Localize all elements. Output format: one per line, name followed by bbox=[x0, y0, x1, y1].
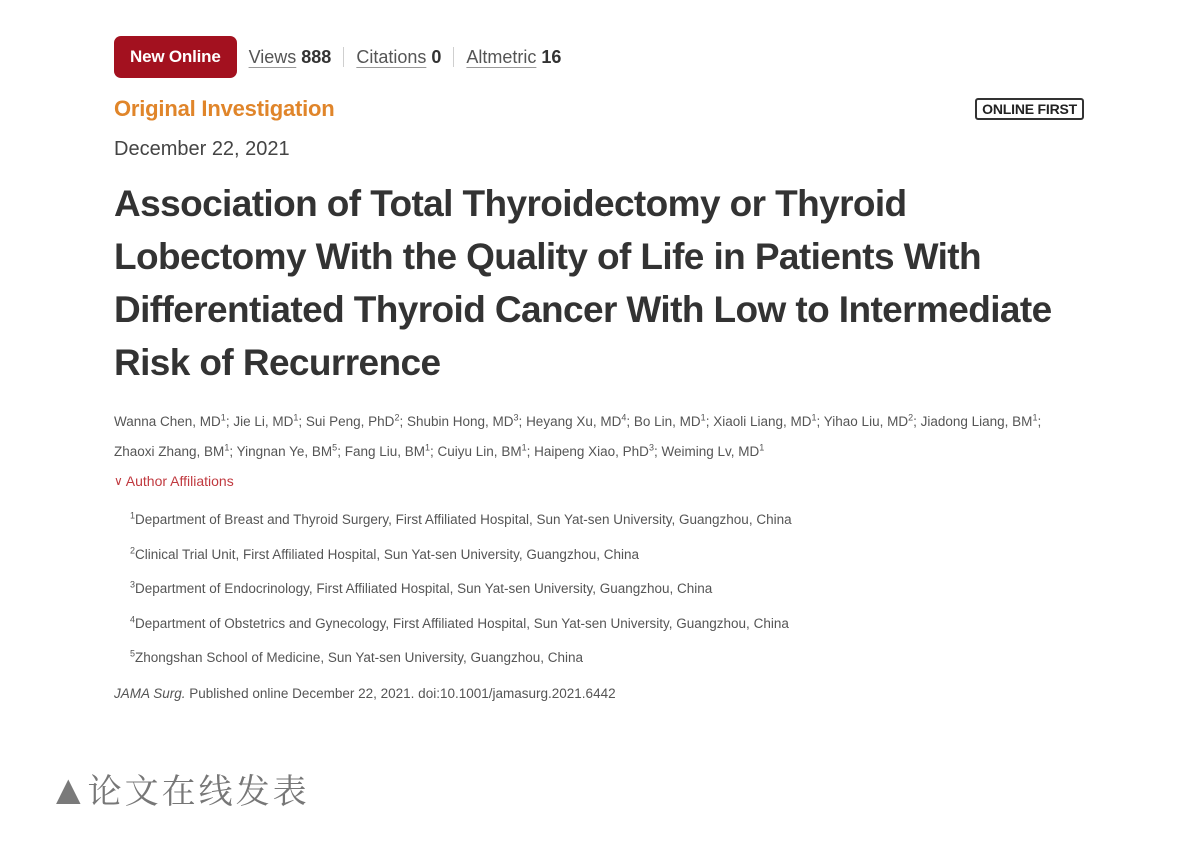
author-name-text[interactable]: Wanna Chen, MD bbox=[114, 414, 221, 429]
author-name[interactable] bbox=[114, 414, 226, 429]
author-name[interactable] bbox=[713, 414, 816, 429]
author-name[interactable] bbox=[306, 414, 400, 429]
author-name-text[interactable]: Heyang Xu, MD bbox=[526, 414, 622, 429]
author-affiliation-number: 1 bbox=[425, 442, 431, 453]
article-title: Association of Total Thyroidectomy or Thyroid Lobectomy With the Quality of Life in Patients With Differentiated Thyroid Cancer With Low to Intermediate Risk of Recurrence bbox=[114, 183, 1052, 383]
caption bbox=[56, 764, 310, 813]
author-name-text[interactable]: Bo Lin, MD bbox=[633, 414, 701, 429]
author-name[interactable] bbox=[114, 444, 229, 459]
author-name-text[interactable]: Weiming Lv, MD bbox=[661, 444, 760, 459]
author-name-text[interactable]: Fang Liu, BM bbox=[344, 444, 425, 459]
author-affiliation-number: 2 bbox=[394, 412, 400, 423]
author-name[interactable] bbox=[526, 414, 626, 429]
author-name-text[interactable]: Yingnan Ye, BM bbox=[236, 444, 333, 459]
author-affiliations-toggle[interactable] bbox=[114, 473, 1084, 489]
author-affiliation-number: 3 bbox=[513, 412, 519, 423]
citation-text: Published online December 22, 2021. doi:10.1001/jamasurg.2021.6442 bbox=[185, 685, 616, 701]
affiliation-number: 1 bbox=[130, 510, 136, 521]
author-name[interactable] bbox=[634, 414, 706, 429]
affiliation-number: 5 bbox=[130, 648, 136, 659]
affiliation-text: Zhongshan School of Medicine, Sun Yat-sen University, Guangzhou, China bbox=[135, 650, 584, 665]
author-name[interactable] bbox=[233, 414, 298, 429]
affiliation-item bbox=[130, 641, 1084, 676]
metric-divider bbox=[343, 47, 344, 67]
author-name[interactable] bbox=[921, 414, 1038, 429]
author-affiliation-number: 1 bbox=[220, 412, 226, 423]
affiliation-text: Department of Endocrinology, First Affiliated Hospital, Sun Yat-sen University, Guangzhou, China bbox=[135, 581, 713, 596]
affiliation-number: 3 bbox=[130, 579, 136, 590]
affiliation-text: Department of Obstetrics and Gynecology, First Affiliated Hospital, Sun Yat-sen University, Guangzhou, China bbox=[135, 615, 789, 631]
online-first-badge: ONLINE FIRST bbox=[975, 98, 1084, 120]
author-name-text[interactable]: Shubin Hong, MD bbox=[406, 414, 514, 429]
author-affiliation-number: 1 bbox=[700, 412, 706, 423]
author-name-text[interactable]: Jiadong Liang, BM bbox=[920, 414, 1033, 429]
author-name[interactable] bbox=[407, 414, 519, 429]
author-affiliation-number: 2 bbox=[908, 412, 914, 423]
journal-name: JAMA Surg. bbox=[114, 685, 186, 701]
affiliation-text: Clinical Trial Unit, First Affiliated Hospital, Sun Yat-sen University, Guangzhou, China bbox=[135, 546, 639, 562]
author-name-text[interactable]: Xiaoli Liang, MD bbox=[713, 414, 812, 429]
author-affiliation-number: 4 bbox=[621, 412, 627, 423]
metric-divider bbox=[453, 47, 454, 67]
metric-views[interactable] bbox=[249, 47, 332, 68]
chevron-down-icon: ∨ bbox=[114, 474, 123, 488]
metric-value: 16 bbox=[541, 46, 562, 67]
metric-label[interactable]: Views bbox=[248, 46, 297, 67]
article-type-row bbox=[114, 96, 1084, 128]
affiliation-number: 2 bbox=[130, 545, 136, 555]
metric-label[interactable]: Citations bbox=[356, 46, 427, 67]
author-name[interactable] bbox=[438, 444, 527, 459]
author-name[interactable] bbox=[534, 444, 654, 459]
author-name[interactable] bbox=[345, 444, 430, 459]
new-online-badge: New Online bbox=[114, 36, 237, 78]
author-name-text[interactable]: Jie Li, MD bbox=[233, 414, 294, 429]
article-header bbox=[114, 36, 1084, 701]
affiliation-item bbox=[130, 503, 1084, 538]
metric-value: 0 bbox=[431, 46, 442, 67]
article-type: Original Investigation bbox=[114, 96, 335, 121]
metric-value: 888 bbox=[301, 46, 332, 67]
author-name[interactable] bbox=[824, 414, 913, 429]
publication-date: December 22, 2021 bbox=[114, 138, 290, 160]
affiliation-item bbox=[130, 538, 1084, 573]
author-affiliation-number: 1 bbox=[293, 412, 299, 423]
author-affiliation-number: 3 bbox=[648, 442, 654, 453]
author-name[interactable] bbox=[661, 444, 764, 459]
author-name-text[interactable]: Zhaoxi Zhang, BM bbox=[114, 444, 225, 459]
caption-text: 论文在线发表 bbox=[87, 772, 310, 812]
author-name[interactable] bbox=[237, 444, 338, 459]
affiliation-number: 4 bbox=[130, 614, 136, 624]
author-affiliation-number: 1 bbox=[224, 442, 230, 453]
metric-label[interactable]: Altmetric bbox=[466, 46, 537, 67]
citation-line bbox=[114, 686, 1084, 701]
author-affiliation-number: 1 bbox=[521, 442, 527, 453]
author-affiliation-number: 1 bbox=[811, 412, 817, 423]
author-name-text[interactable]: Haipeng Xiao, PhD bbox=[534, 444, 649, 459]
author-affiliation-number: 5 bbox=[332, 442, 338, 453]
metrics-bar bbox=[114, 36, 1084, 78]
author-affiliations-label: Author Affiliations bbox=[125, 473, 234, 489]
affiliation-list bbox=[130, 503, 1084, 676]
author-name-text[interactable]: Yihao Liu, MD bbox=[823, 414, 909, 429]
metric-altmetric[interactable] bbox=[466, 47, 561, 68]
affiliation-text: Department of Breast and Thyroid Surgery, First Affiliated Hospital, Sun Yat-sen University, Guangzhou, China bbox=[135, 512, 792, 527]
affiliation-item bbox=[130, 607, 1084, 642]
metric-citations[interactable] bbox=[356, 47, 441, 68]
author-name-text[interactable]: Cuiyu Lin, BM bbox=[437, 444, 522, 459]
triangle-up-icon: ▲ bbox=[56, 769, 84, 808]
author-affiliation-number: 1 bbox=[1032, 412, 1038, 423]
author-list: Wanna Chen, $MD^1$; Jie Li, $MD^1$; Sui Peng, PhD$^2$; Shubin Hong, $MD^3$; Heyang Xu, $MD^4$; Bo Lin, $MD^1$; Xiaoli Liang, $MD^1$; Yihao Liu, $MD^2$; Jiadong Liang, $BM^1$; Zhaoxi Zhang, $BM^1$; Yingnan Ye, $BM^5$; Fang Liu, $BM^1$; Cuiyu Lin, $BM^1$; Haipeng Xiao, PhD$^3$; Weiming Lv, $MD^1$ bbox=[114, 412, 1042, 459]
author-affiliation-number: 1 bbox=[759, 442, 765, 453]
author-name-text[interactable]: Sui Peng, PhD bbox=[305, 414, 395, 429]
affiliation-item bbox=[130, 572, 1084, 607]
